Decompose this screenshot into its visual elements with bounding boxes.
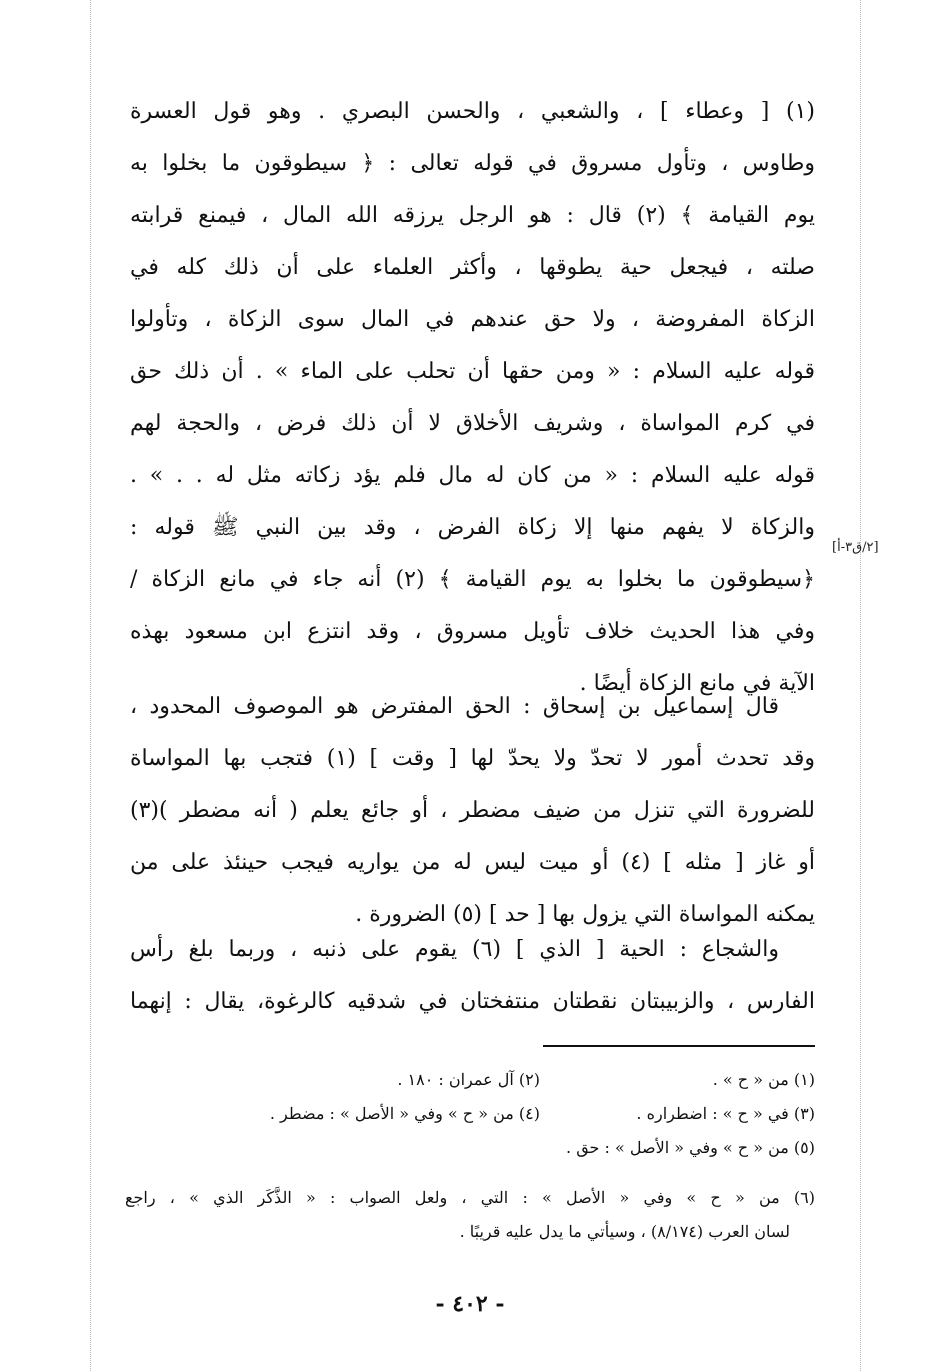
footnote-row [125,1097,815,1131]
footnote-4: (٤) من « ح » وفي « الأصل » : مضطر . [269,1104,540,1123]
footnote-1: (١) من « ح » . [712,1070,815,1089]
text-line: قوله عليه السلام : « ومن حقها أن تحلب على الماء » . أن ذلك حق [130,359,815,384]
paragraph-3 [130,924,815,1028]
text-line: يوم القيامة ﴾ (٢) قال : هو الرجل يرزقه الله المال ، فيمنع قرابته [130,203,815,228]
footnote-6: (٦) من « ح » وفي « الأصل » : التي ، ولعل الصواب : « الذَّكَر الذي » ، راجع [125,1188,815,1207]
text-line: الآية في مانع الزكاة أيضًا . [579,671,815,696]
text-line: الزكاة المفروضة ، ولا حق عندهم في المال سوى الزكاة ، وتأولوا [130,307,815,332]
text-line: وطاوس ، وتأول مسروق في قوله تعالى : ﴿ سيطوقون ما بخلوا به [130,151,815,176]
footnote-separator [543,1045,815,1047]
footnote-6-continuation: لسان العرب (٨/١٧٤) ، وسيأتي ما يدل عليه قريبًا . [459,1222,790,1241]
text-line: للضرورة التي تنزل من ضيف مضطر ، أو جائع يعلم ( أنه مضطر )(٣) [130,798,815,823]
text-line: قال إسماعيل بن إسحاق : الحق المفترض هو الموصوف المحدود ، [130,694,779,719]
right-margin-guide [860,0,861,1371]
text-line: وقد تحدث أمور لا تحدّ ولا يحدّ لها [ وقت ] (١) فتجب بها المواساة [130,746,815,771]
footnote-5: (٥) من « ح » وفي « الأصل » : حق . [566,1138,815,1157]
paragraph-1 [130,86,815,710]
text-line: وفي هذا الحديث خلاف تأويل مسروق ، وقد انتزع ابن مسعود بهذه [130,619,815,644]
footnote-3: (٣) في « ح » : اضطراره . [636,1104,815,1123]
footnote-2: (٢) آل عمران : ١٨٠ . [397,1070,540,1089]
text-line: والزكاة لا يفهم منها إلا زكاة الفرض ، وقد بين النبي ﷺ قوله : [130,515,815,540]
text-line: يمكنه المواساة التي يزول بها [ حد ] (٥) الضرورة . [355,902,815,927]
text-line: (١) [ وعطاء ] ، والشعبي ، والحسن البصري . وهو قول العسرة [130,99,815,124]
manuscript-folio-marker: [٢/ق٣-أ] [832,540,879,555]
text-line: قوله عليه السلام : « من كان له مال فلم يؤد زكاته مثل له . . » . [130,463,815,488]
text-line: ﴿سيطوقون ما بخلوا به يوم القيامة ﴾ (٢) أنه جاء في مانع الزكاة / [130,567,815,592]
paragraph-2 [130,681,815,941]
left-margin-guide [90,0,91,1371]
page-number: - ٤٠٢ - [435,1291,505,1317]
text-line: والشجاع : الحية [ الذي ] (٦) يقوم على ذنبه ، وربما بلغ رأس [130,937,779,962]
text-line: أو غاز [ مثله ] (٤) أو ميت ليس له من يواريه فيجب حينئذ على من [130,850,815,875]
footnote-row [125,1063,815,1097]
text-line: في كرم المواساة ، وشريف الأخلاق لا أن ذلك فرض ، والحجة لهم [130,411,815,436]
text-line: صلته ، فيجعل حية يطوقها ، وأكثر العلماء على أن ذلك كله في [130,255,815,280]
text-line: الفارس ، والزبيبتان نقطتان منتفختان في شدقيه كالرغوة، يقال : إنهما [130,989,815,1014]
